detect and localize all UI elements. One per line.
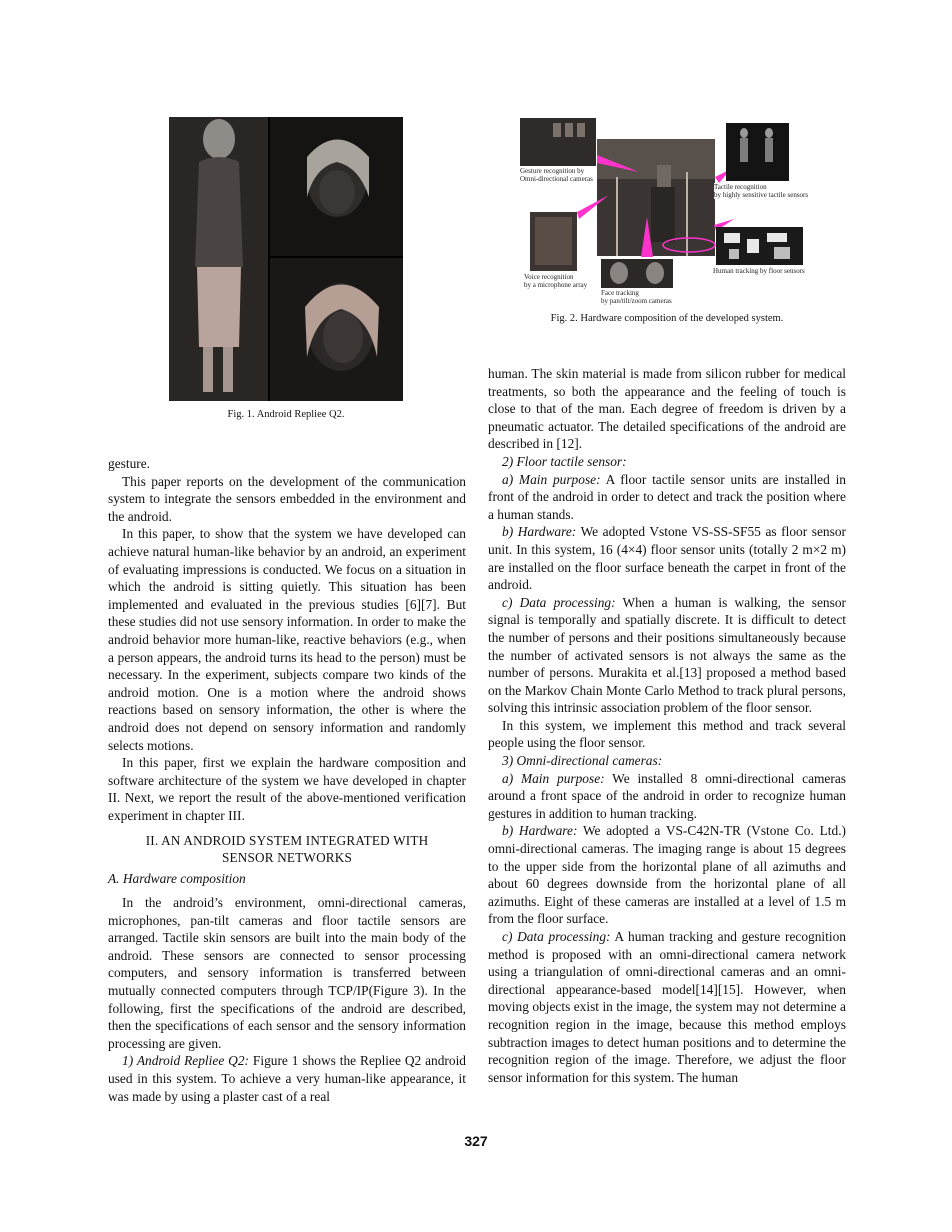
omni-main-purpose [488, 770, 846, 823]
label-tactile-line2: by highly sensitive tactile sensors [714, 191, 809, 199]
subsection-heading: A. Hardware composition [108, 871, 246, 887]
right-paragraph-1: In this system, we implement this method and track several people using the floor sensor. [488, 717, 846, 751]
floor-data-processing-head: c) Data processing: [502, 594, 616, 610]
label-gesture-line1: Gesture recognition by [520, 167, 585, 175]
section-heading-line2: SENSOR NETWORKS [221, 850, 353, 866]
floor-data-processing [488, 594, 846, 717]
label-face-line1: Face tracking [601, 289, 639, 297]
omni-hardware-text: We adopted a VS-C42N-TR (Vstone Co. Ltd.) omni-directional cameras. The imaging range is about 15 degrees to the upper side from the horizontal plane of all azimuths and about 60 degrees downside from the horizontal plane of all azimuths. Eight of these cameras are installed at a level of 1.5 m from the floor surface. [488, 823, 846, 927]
left-column [108, 455, 466, 1105]
floor-data-processing-text: When a human is walking, the sensor signal is temporally and spatially discrete. It is difficult to detect the number of persons and their positions simultaneously because the number of activated sensors is not always the same as the number of persons. Murakita et al.[13] proposed a method based on the Markov Chain Monte Carlo Method to track plural persons, solving this intrinsic association problem of the floor sensor. [488, 594, 846, 716]
label-face-line2: by pan/tilt/zoom cameras [601, 297, 672, 305]
floor-hardware-text: We adopted Vstone VS-SS-SF55 as floor sensor unit. In this system, 16 (4×4) floor sensor units (totally 2 m×2 m) are installed on the floor surface beneath the carpet in front of the android. [488, 524, 846, 593]
label-tactile-line1: Tactile recognition [714, 183, 767, 191]
floor-main-purpose [488, 471, 846, 524]
floor-main-purpose-text: A floor tactile sensor units are installed in front of the android in order to detect and track the position where a human stands. [488, 471, 846, 522]
label-voice-line2: by a microphone array [524, 281, 588, 289]
omni-data-processing-head: c) Data processing: [502, 929, 611, 944]
fig2-caption: Fig. 2. Hardware composition of the developed system. [550, 313, 784, 324]
omni-data-processing [488, 928, 846, 1086]
left-paragraph-0: gesture. [108, 456, 151, 471]
left-paragraph-5 [108, 1052, 466, 1105]
section-heading-line1: II. AN ANDROID SYSTEM INTEGRATED WITH [145, 833, 429, 849]
floor-sensor-heading: 2) Floor tactile sensor: [502, 453, 627, 469]
left-paragraph-3: In this paper, first we explain the hardware composition and software architecture of the system we have developed in chapter II. Next, we report the result of the above-mentioned verification experiment in chapter III. [108, 755, 466, 823]
omni-hardware-head: b) Hardware: [502, 823, 578, 839]
left-paragraph-4: In the android’s environment, omni-directional cameras, microphones, pan-tilt cameras and floor tactile sensors are arranged. Tactile skin sensors are built into the main body of the android. These sensors are connected to sensor processing computers, and sensory information is transferred between mutually connected computers through TCP/IP(Figure 3). In the following, first the specifications of the android are described, then the specifications of each sensor and the sensory information processing are given. [108, 895, 466, 1051]
omni-main-purpose-text: We installed 8 omni-directional cameras around a front space of the android in order to recognize human gestures in addition to human tracking. [488, 770, 846, 821]
label-gesture [520, 167, 593, 183]
left-paragraph-2: In this paper, to show that the system we have developed can achieve natural human-like behavior by an android, an experiment of evaluating impressions is conducted. We focus on a situation in which the android is sitting quietly. This situation has been implemented and evaluated in the previous studies [6][7]. But these studies did not use sensory information. In order to make the android behavior more human-like, reactive behaviors (e.g., when a person appears, the android turns its head to the person) must be necessary. In the experiment, subjects compare two kinds of the android motion. One is a motion where the android shows reactions based on sensory information, the other is where the android does not depend on sensory information and randomly selects motions. [108, 526, 466, 753]
left-paragraph-1: This paper reports on the development of the communication system to integrate the sensors embedded in the environment and the android. [108, 473, 466, 524]
floor-hardware [488, 523, 846, 593]
omni-main-purpose-head: a) Main purpose: [502, 770, 605, 786]
label-voice-line1: Voice recognition [524, 273, 574, 281]
omni-hardware [488, 822, 846, 928]
right-column [488, 365, 846, 1086]
android-subheading: 1) Android Repliee Q2: [122, 1053, 249, 1069]
right-paragraph-0: human. The skin material is made from silicon rubber for medical treatments, so both the appearance and the feeling of touch is close to that of the man. Each degree of freedom is driven by a pneumatic actuator. The detailed specifications of the android are described in [12]. [488, 366, 846, 452]
omni-cameras-heading: 3) Omni-directional cameras: [502, 753, 663, 769]
fig2 [519, 117, 819, 307]
label-floor: Human tracking by floor sensors [713, 267, 805, 275]
label-face [601, 289, 672, 305]
label-tactile [714, 183, 808, 199]
fig1-caption: Fig. 1. Android Repliee Q2. [227, 409, 345, 420]
fig1-image [169, 117, 403, 401]
floor-hardware-head: b) Hardware: [502, 524, 577, 540]
android-photo-collage [169, 117, 403, 401]
left-paragraph-5-text: Figure 1 shows the Repliee Q2 android used in this system. To achieve a very human-like appearance, it was made by using a plaster cast of a real [108, 1053, 466, 1104]
section-heading [108, 832, 466, 866]
label-gesture-line2: Omni-directional cameras [520, 175, 593, 183]
label-voice [524, 273, 587, 289]
omni-data-processing-text: A human tracking and gesture recognition method is proposed with an omni-directional camera network using a triangulation of omni-directional cameras and an omni-directional appearance-based model[14][15]. However, when moving objects exist in the image, the system may not determine a recognition region in the image, because this method employs subtraction images to detect human positions and to determine the recognition region of the image. Therefore, we adjust the floor sensor information for this system. The human [488, 929, 846, 1085]
page-number: 327 [464, 1133, 488, 1149]
floor-main-purpose-head: a) Main purpose: [502, 471, 601, 487]
